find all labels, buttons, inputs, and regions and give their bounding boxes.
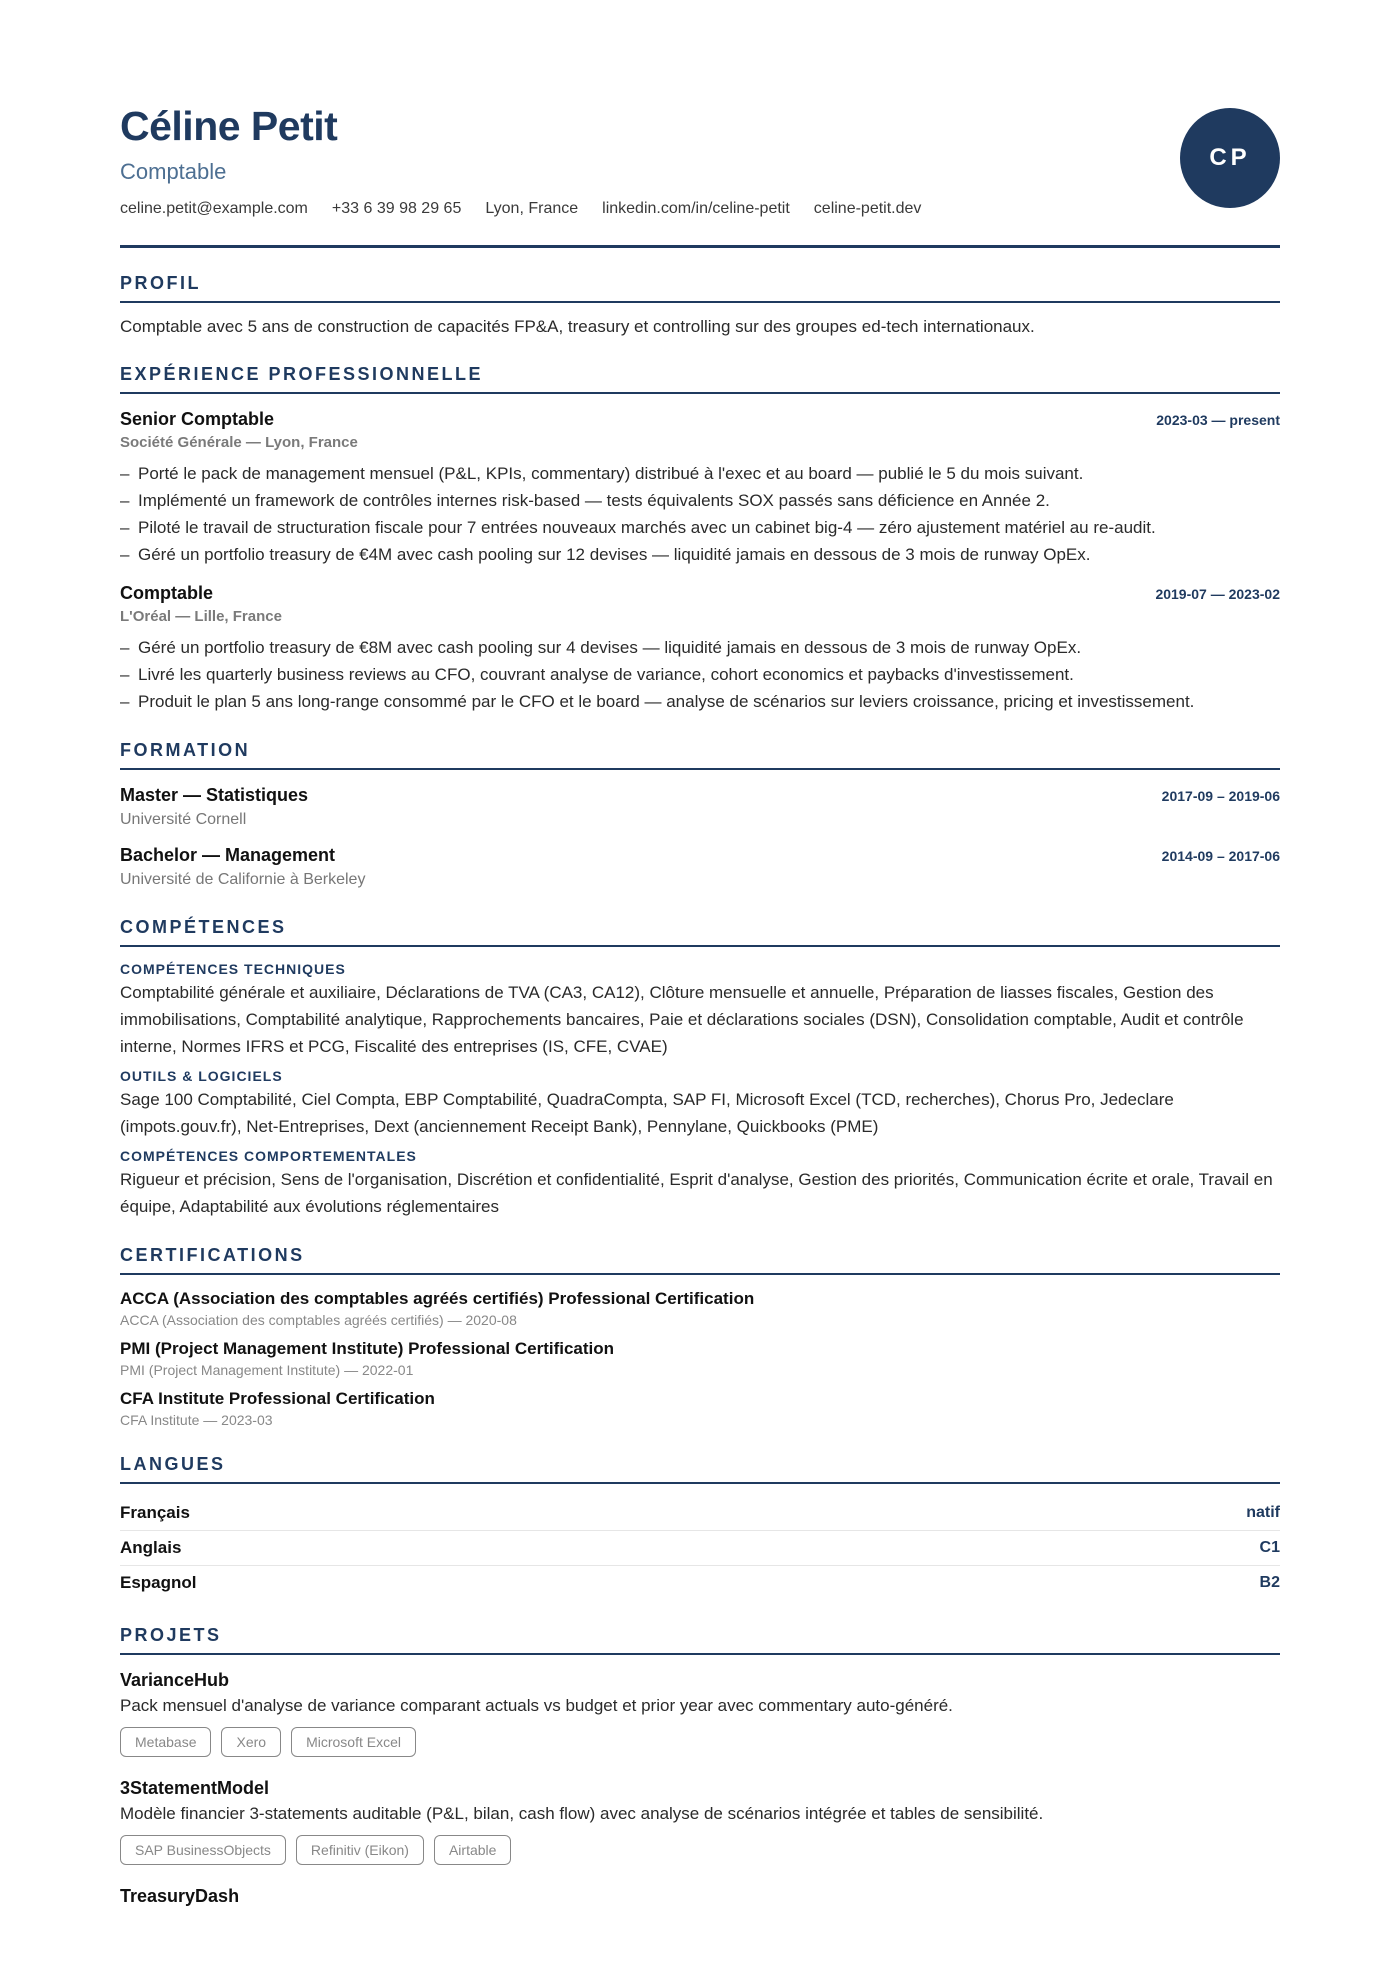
project-entry	[120, 1883, 1280, 1909]
section-title-experience: EXPÉRIENCE PROFESSIONNELLE	[120, 363, 1280, 394]
section-title-projects: PROJETS	[120, 1624, 1280, 1655]
project-tag: Metabase	[120, 1727, 211, 1757]
job-dates: 2019-07 — 2023-02	[1155, 586, 1280, 602]
skill-list: Comptabilité générale et auxiliaire, Déclarations de TVA (CA3, CA12), Clôture mensuelle et annuelle, Préparation de liasses fiscales, Gestion des immobilisations, Comptabilité analytique, Rapprochements bancaires, Paie et déclarations sociales (DSN), Consolidation comptable, Audit et contrôle interne, Normes IFRS et PCG, Fiscalité des entreprises (IS, CFE, CVAE)	[120, 983, 1244, 1056]
contact-linkedin[interactable]: linkedin.com/in/celine-petit	[602, 200, 790, 217]
education-dates: 2014-09 – 2017-06	[1161, 848, 1280, 864]
certification-entry	[120, 1387, 1280, 1429]
skill-category: OUTILS & LOGICIELS	[120, 1068, 283, 1084]
skill-category: COMPÉTENCES COMPORTEMENTALES	[120, 1148, 417, 1164]
job-bullet: – Géré un portfolio treasury de €4M avec cash pooling sur 12 devises — liquidité jamais en dessous de 3 mois de runway OpEx.	[120, 541, 1280, 568]
certification-meta: ACCA (Association des comptables agréés certifiés) — 2020-08	[120, 1312, 517, 1328]
job-bullet: – Implémenté un framework de contrôles internes risk-based — tests équivalents SOX passés sans déficience en Année 2.	[120, 487, 1280, 514]
section-projects	[120, 1624, 1280, 1909]
resume-header	[120, 102, 1280, 248]
language-row	[120, 1496, 1280, 1531]
project-entry	[120, 1775, 1280, 1865]
contact-location: Lyon, France	[485, 200, 579, 217]
education-dates: 2017-09 – 2019-06	[1161, 788, 1280, 804]
certification-name: ACCA (Association des comptables agréés certifiés) Professional Certification	[120, 1289, 755, 1308]
profile-summary: Comptable avec 5 ans de construction de capacités FP&A, treasury et controlling sur des groupes ed-tech internationaux.	[120, 317, 1035, 336]
language-name: Espagnol	[120, 1573, 197, 1592]
project-tag: Microsoft Excel	[291, 1727, 416, 1757]
job-role: Senior Comptable	[120, 409, 275, 429]
project-tag: SAP BusinessObjects	[120, 1835, 286, 1865]
contact-list	[120, 198, 1280, 220]
education-degree: Bachelor — Management	[120, 845, 336, 865]
section-education	[120, 739, 1280, 892]
certification-meta: PMI (Project Management Institute) — 2022-01	[120, 1362, 414, 1378]
candidate-title: Comptable	[120, 159, 227, 184]
job-bullet: – Livré les quarterly business reviews au CFO, couvrant analyse de variance, cohort economics et paybacks d'investissement.	[120, 661, 1280, 688]
job-bullet: – Porté le pack de management mensuel (P&L, KPIs, commentary) distribué à l'exec et au board — publié le 5 du mois suivant.	[120, 460, 1280, 487]
language-level: B2	[1259, 1574, 1280, 1591]
section-skills	[120, 916, 1280, 1220]
certification-name: PMI (Project Management Institute) Professional Certification	[120, 1339, 615, 1358]
education-entry	[120, 782, 1280, 832]
skill-list: Rigueur et précision, Sens de l'organisation, Discrétion et confidentialité, Esprit d'analyse, Gestion des priorités, Communication écrite et orale, Travail en équipe, Adaptabilité aux évolutions réglementaires	[120, 1170, 1273, 1216]
section-title-languages: LANGUES	[120, 1453, 1280, 1484]
project-tag: Xero	[221, 1727, 281, 1757]
section-title-skills: COMPÉTENCES	[120, 916, 1280, 947]
job-org: L'Oréal — Lille, France	[120, 608, 282, 625]
section-profile	[120, 272, 1280, 339]
job-dates: 2023-03 — present	[1156, 412, 1280, 428]
contact-email[interactable]: celine.petit@example.com	[120, 200, 308, 217]
project-name: VarianceHub	[120, 1670, 230, 1690]
job-bullet: – Piloté le travail de structuration fiscale pour 7 entrées nouveaux marchés avec un cabinet big-4 — zéro ajustement matériel au re-audit.	[120, 514, 1280, 541]
education-entry	[120, 842, 1280, 892]
project-tag: Airtable	[434, 1835, 511, 1865]
job-bullet: – Produit le plan 5 ans long-range consommé par le CFO et le board — analyse de scénarios sur leviers croissance, pricing et investissement.	[120, 688, 1280, 715]
contact-phone[interactable]: +33 6 39 98 29 65	[331, 200, 462, 217]
section-title-education: FORMATION	[120, 739, 1280, 770]
language-row	[120, 1566, 1280, 1600]
education-degree: Master — Statistiques	[120, 785, 309, 805]
certification-entry	[120, 1337, 1280, 1379]
section-experience	[120, 363, 1280, 715]
language-level: C1	[1259, 1539, 1280, 1556]
avatar: CP	[1180, 108, 1280, 208]
project-tag: Refinitiv (Eikon)	[296, 1835, 424, 1865]
section-title-profile: PROFIL	[120, 272, 1280, 303]
section-certifications	[120, 1244, 1280, 1429]
project-entry	[120, 1667, 1280, 1757]
project-description: Pack mensuel d'analyse de variance comparant actuals vs budget et prior year avec commentary auto-généré.	[120, 1696, 953, 1715]
project-tags	[120, 1727, 1280, 1757]
project-tags	[120, 1835, 1280, 1865]
project-name: 3StatementModel	[120, 1778, 270, 1798]
certification-name: CFA Institute Professional Certification	[120, 1389, 435, 1408]
certification-entry	[120, 1287, 1280, 1329]
job-entry	[120, 580, 1280, 715]
project-description: Modèle financier 3-statements auditable (P&L, bilan, cash flow) avec analyse de scénarios intégrée et tables de sensibilité.	[120, 1804, 1044, 1823]
language-name: Français	[120, 1503, 190, 1522]
education-school: Université Cornell	[120, 811, 247, 828]
project-name: TreasuryDash	[120, 1886, 240, 1906]
section-title-certifications: CERTIFICATIONS	[120, 1244, 1280, 1275]
section-languages	[120, 1453, 1280, 1600]
job-entry	[120, 406, 1280, 568]
job-bullets	[120, 460, 1280, 568]
skill-category: COMPÉTENCES TECHNIQUES	[120, 961, 346, 977]
language-level: natif	[1246, 1504, 1280, 1521]
skill-list: Sage 100 Comptabilité, Ciel Compta, EBP Comptabilité, QuadraCompta, SAP FI, Microsoft Excel (TCD, recherches), Chorus Pro, Jedeclare (impots.gouv.fr), Net-Entreprises, Dext (anciennement Receipt Bank), Pennylane, Quickbooks (PME)	[120, 1090, 1174, 1136]
language-row	[120, 1531, 1280, 1566]
job-org: Société Générale — Lyon, France	[120, 434, 358, 451]
certification-meta: CFA Institute — 2023-03	[120, 1412, 273, 1428]
job-role: Comptable	[120, 583, 214, 603]
education-school: Université de Californie à Berkeley	[120, 871, 366, 888]
job-bullets	[120, 634, 1280, 715]
contact-website[interactable]: celine-petit.dev	[813, 200, 922, 217]
language-name: Anglais	[120, 1538, 182, 1557]
job-bullet: – Géré un portfolio treasury de €8M avec cash pooling sur 4 devises — liquidité jamais en dessous de 3 mois de runway OpEx.	[120, 634, 1280, 661]
candidate-name: Céline Petit	[120, 103, 338, 149]
